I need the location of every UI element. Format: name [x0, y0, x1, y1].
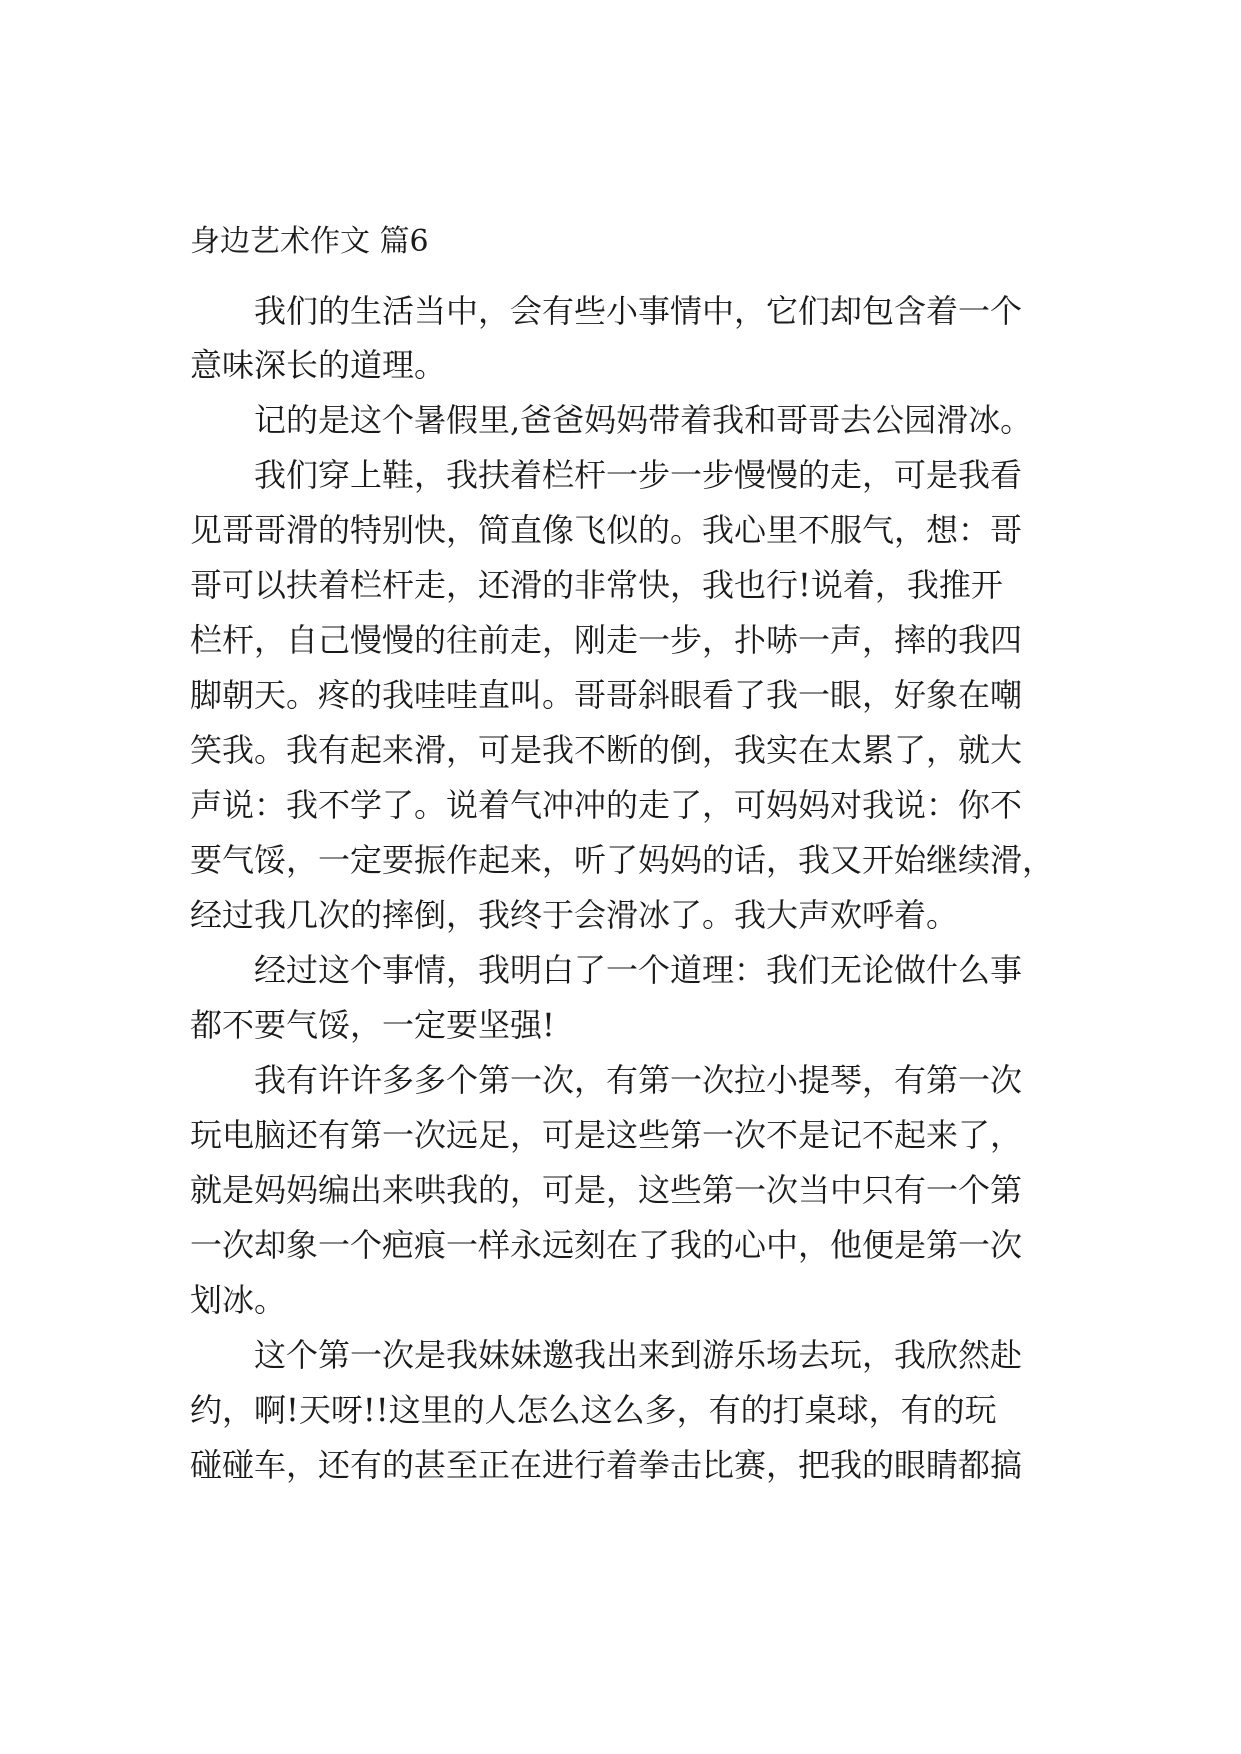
text-line: 见哥哥滑的特别快，简直像飞似的。我心里不服气，想：哥 [190, 511, 1023, 549]
text-line: 一次却象一个疤痕一样永远刻在了我的心中，他便是第一次 [190, 1226, 1023, 1264]
text-line: 这个第一次是我妹妹邀我出来到游乐场去玩，我欣然赴 [254, 1336, 1023, 1374]
text-line: 意味深长的道理。 [190, 346, 447, 384]
text-line: 我们的生活当中，会有些小事情中，它们却包含着一个 [254, 292, 1023, 330]
text-line: 碰碰车，还有的甚至正在进行着拳击比赛，把我的眼睛都搞 [190, 1446, 1023, 1484]
document-title: 身边艺术作文 篇6 [190, 224, 429, 259]
text-line: 记的是这个暑假里,爸爸妈妈带着我和哥哥去公园滑冰。 [254, 401, 1033, 439]
text-line: 脚朝天。疼的我哇哇直叫。哥哥斜眼看了我一眼，好象在嘲 [190, 676, 1023, 714]
text-line: 经过我几次的摔倒，我终于会滑冰了。我大声欢呼着。 [190, 896, 959, 934]
text-line: 划冰。 [190, 1281, 287, 1319]
text-line: 经过这个事情，我明白了一个道理：我们无论做什么事 [254, 951, 1023, 989]
text-line: 就是妈妈编出来哄我的，可是，这些第一次当中只有一个第 [190, 1171, 1023, 1209]
text-line: 玩电脑还有第一次远足，可是这些第一次不是记不起来了， [190, 1116, 1023, 1154]
text-line: 我有许许多多个第一次，有第一次拉小提琴，有第一次 [254, 1061, 1023, 1099]
text-line: 约，啊!天呀!!这里的人怎么这么多，有的打桌球，有的玩 [190, 1391, 997, 1429]
text-line: 都不要气馁，一定要坚强! [190, 1006, 555, 1044]
text-line: 栏杆，自己慢慢的往前走，刚走一步，扑哧一声，摔的我四 [190, 621, 1023, 659]
text-line: 笑我。我有起来滑，可是我不断的倒，我实在太累了，就大 [190, 731, 1023, 769]
text-line: 哥可以扶着栏杆走，还滑的非常快，我也行!说着，我推开 [190, 566, 1003, 604]
text-line: 我们穿上鞋，我扶着栏杆一步一步慢慢的走，可是我看 [254, 456, 1023, 494]
text-line: 要气馁，一定要振作起来，听了妈妈的话，我又开始继续滑， [190, 841, 1055, 879]
text-line: 声说：我不学了。说着气冲冲的走了，可妈妈对我说：你不 [190, 786, 1023, 824]
